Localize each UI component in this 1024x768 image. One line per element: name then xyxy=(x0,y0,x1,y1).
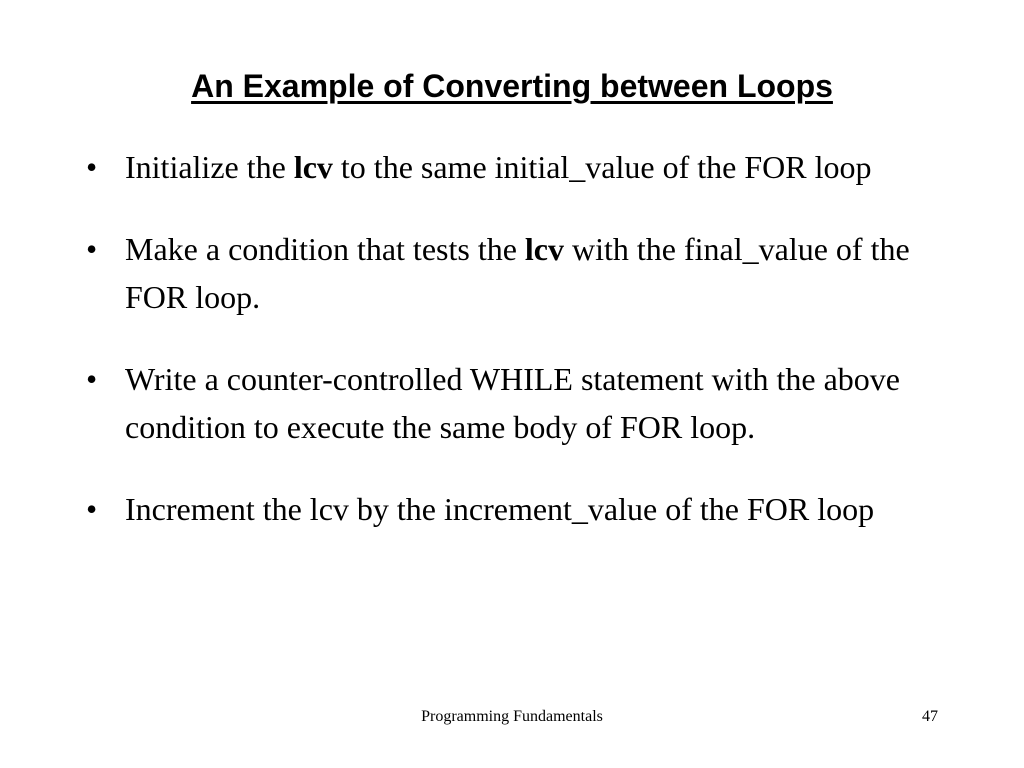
bullet-text-prefix: Make a condition that tests the xyxy=(125,231,525,267)
bullet-text-suffix: with the final_value of the FOR loop. xyxy=(125,231,910,315)
bullet-text: Write a counter-controlled WHILE statement with the above condition to execute the same body of FOR loop. xyxy=(125,361,900,445)
slide-title: An Example of Converting between Loops xyxy=(191,68,833,104)
bullet-bold-term: lcv xyxy=(524,231,564,267)
bullet-item-write-while xyxy=(86,355,946,451)
bullet-bold-term: lcv xyxy=(293,149,333,185)
bullet-text: Increment the lcv by the increment_value of the FOR loop xyxy=(125,491,875,527)
bullet-item-increment-lcv xyxy=(86,485,946,533)
bullet-text-prefix: Initialize the xyxy=(125,149,294,185)
bullet-marker: • xyxy=(86,361,98,397)
bullet-item-make-condition xyxy=(86,225,946,321)
bullet-marker: • xyxy=(86,149,98,185)
footer-course-name: Programming Fundamentals xyxy=(421,708,603,725)
bullet-marker: • xyxy=(86,491,98,527)
bullet-text-suffix: to the same initial_value of the FOR loop xyxy=(332,149,872,185)
bullet-list xyxy=(86,143,946,567)
footer-page-number: 47 xyxy=(922,708,938,725)
bullet-item-initialize-lcv xyxy=(86,143,946,191)
bullet-marker: • xyxy=(86,231,98,267)
